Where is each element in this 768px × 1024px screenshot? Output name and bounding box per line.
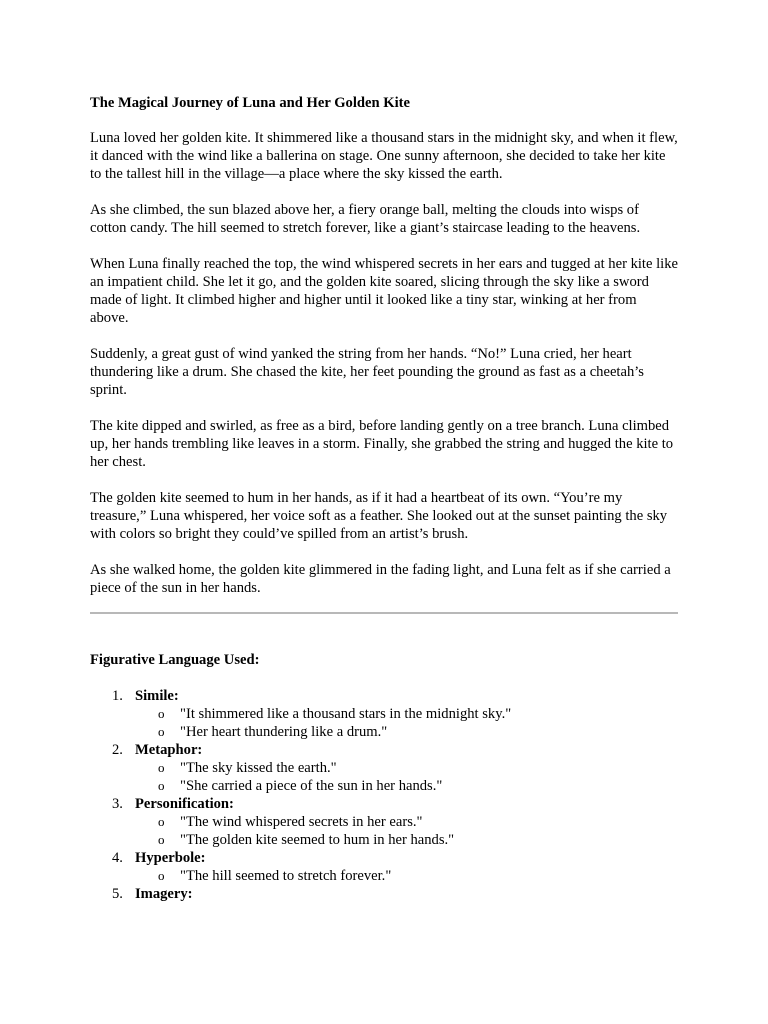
example-text: "The golden kite seemed to hum in her hands." xyxy=(180,832,455,848)
example-item xyxy=(135,867,678,885)
example-list xyxy=(135,705,678,741)
example-text: "She carried a piece of the sun in her hands." xyxy=(180,778,443,794)
story-paragraph: As she walked home, the golden kite glimmered in the fading light, and Luna felt as if she carried a piece of the sun in her hands. xyxy=(90,562,671,596)
story-paragraph: The golden kite seemed to hum in her hands, as if it had a heartbeat of its own. “You’re my treasure,” Luna whispered, her voice soft as a feather. She looked out at the sunset painting the sky with colors so bright they could’ve spilled from an artist’s brush. xyxy=(90,490,668,542)
list-term: Personification: xyxy=(135,796,234,812)
bullet-icon: o xyxy=(158,832,165,847)
bullet-icon: o xyxy=(158,724,165,739)
list-term: Hyperbole: xyxy=(135,850,206,866)
list-term: Metaphor: xyxy=(135,742,203,758)
horizontal-divider xyxy=(90,612,678,614)
bullet-icon: o xyxy=(158,706,165,721)
example-item xyxy=(135,831,678,849)
example-text: "The wind whispered secrets in her ears." xyxy=(180,814,423,830)
figurative-heading: Figurative Language Used: xyxy=(90,652,260,668)
list-item xyxy=(90,687,678,741)
list-term: Simile: xyxy=(135,688,179,704)
bullet-icon: o xyxy=(158,868,165,883)
bullet-icon: o xyxy=(158,814,165,829)
bullet-icon: o xyxy=(158,760,165,775)
bullet-icon: o xyxy=(158,778,165,793)
story-paragraph: Suddenly, a great gust of wind yanked the string from her hands. “No!” Luna cried, her heart thundering like a drum. She chased the kite, her feet pounding the ground as fast as a cheetah’s sprint. xyxy=(90,346,644,398)
list-number: 1. xyxy=(112,688,123,704)
example-list xyxy=(135,867,678,885)
example-text: "The hill seemed to stretch forever." xyxy=(180,868,392,884)
story-paragraph: When Luna finally reached the top, the wind whispered secrets in her ears and tugged at her kite like an impatient child. She let it go, and the golden kite soared, slicing through the sky like a sword made of light. It climbed higher and higher until it looked like a tiny star, winking at her from above. xyxy=(90,256,678,326)
list-term: Imagery: xyxy=(135,886,193,902)
list-item xyxy=(90,885,678,903)
example-list xyxy=(135,813,678,849)
example-item xyxy=(135,813,678,831)
story-paragraph: Luna loved her golden kite. It shimmered like a thousand stars in the midnight sky, and when it flew, it danced with the wind like a ballerina on stage. One sunny afternoon, she decided to take her kite to the tallest hill in the village—a place where the sky kissed the earth. xyxy=(90,130,678,182)
list-number: 3. xyxy=(112,796,123,812)
example-text: "It shimmered like a thousand stars in the midnight sky." xyxy=(180,706,512,722)
story-title: The Magical Journey of Luna and Her Golden Kite xyxy=(90,95,410,111)
document-page xyxy=(90,94,678,903)
list-number: 5. xyxy=(112,886,123,902)
figurative-list xyxy=(90,687,678,903)
example-item xyxy=(135,777,678,795)
list-number: 2. xyxy=(112,742,123,758)
list-number: 4. xyxy=(112,850,123,866)
example-item xyxy=(135,723,678,741)
example-text: "The sky kissed the earth." xyxy=(180,760,337,776)
list-item xyxy=(90,795,678,849)
example-text: "Her heart thundering like a drum." xyxy=(180,724,388,740)
list-item xyxy=(90,849,678,885)
story-paragraph: As she climbed, the sun blazed above her, a fiery orange ball, melting the clouds into wisps of cotton candy. The hill seemed to stretch forever, like a giant’s staircase leading to the heavens. xyxy=(90,202,641,236)
example-item xyxy=(135,759,678,777)
story-paragraph: The kite dipped and swirled, as free as a bird, before landing gently on a tree branch. Luna climbed up, her hands trembling like leaves in a storm. Finally, she grabbed the string and hugged the kite to her chest. xyxy=(90,418,674,470)
list-item xyxy=(90,741,678,795)
example-item xyxy=(135,705,678,723)
example-list xyxy=(135,759,678,795)
